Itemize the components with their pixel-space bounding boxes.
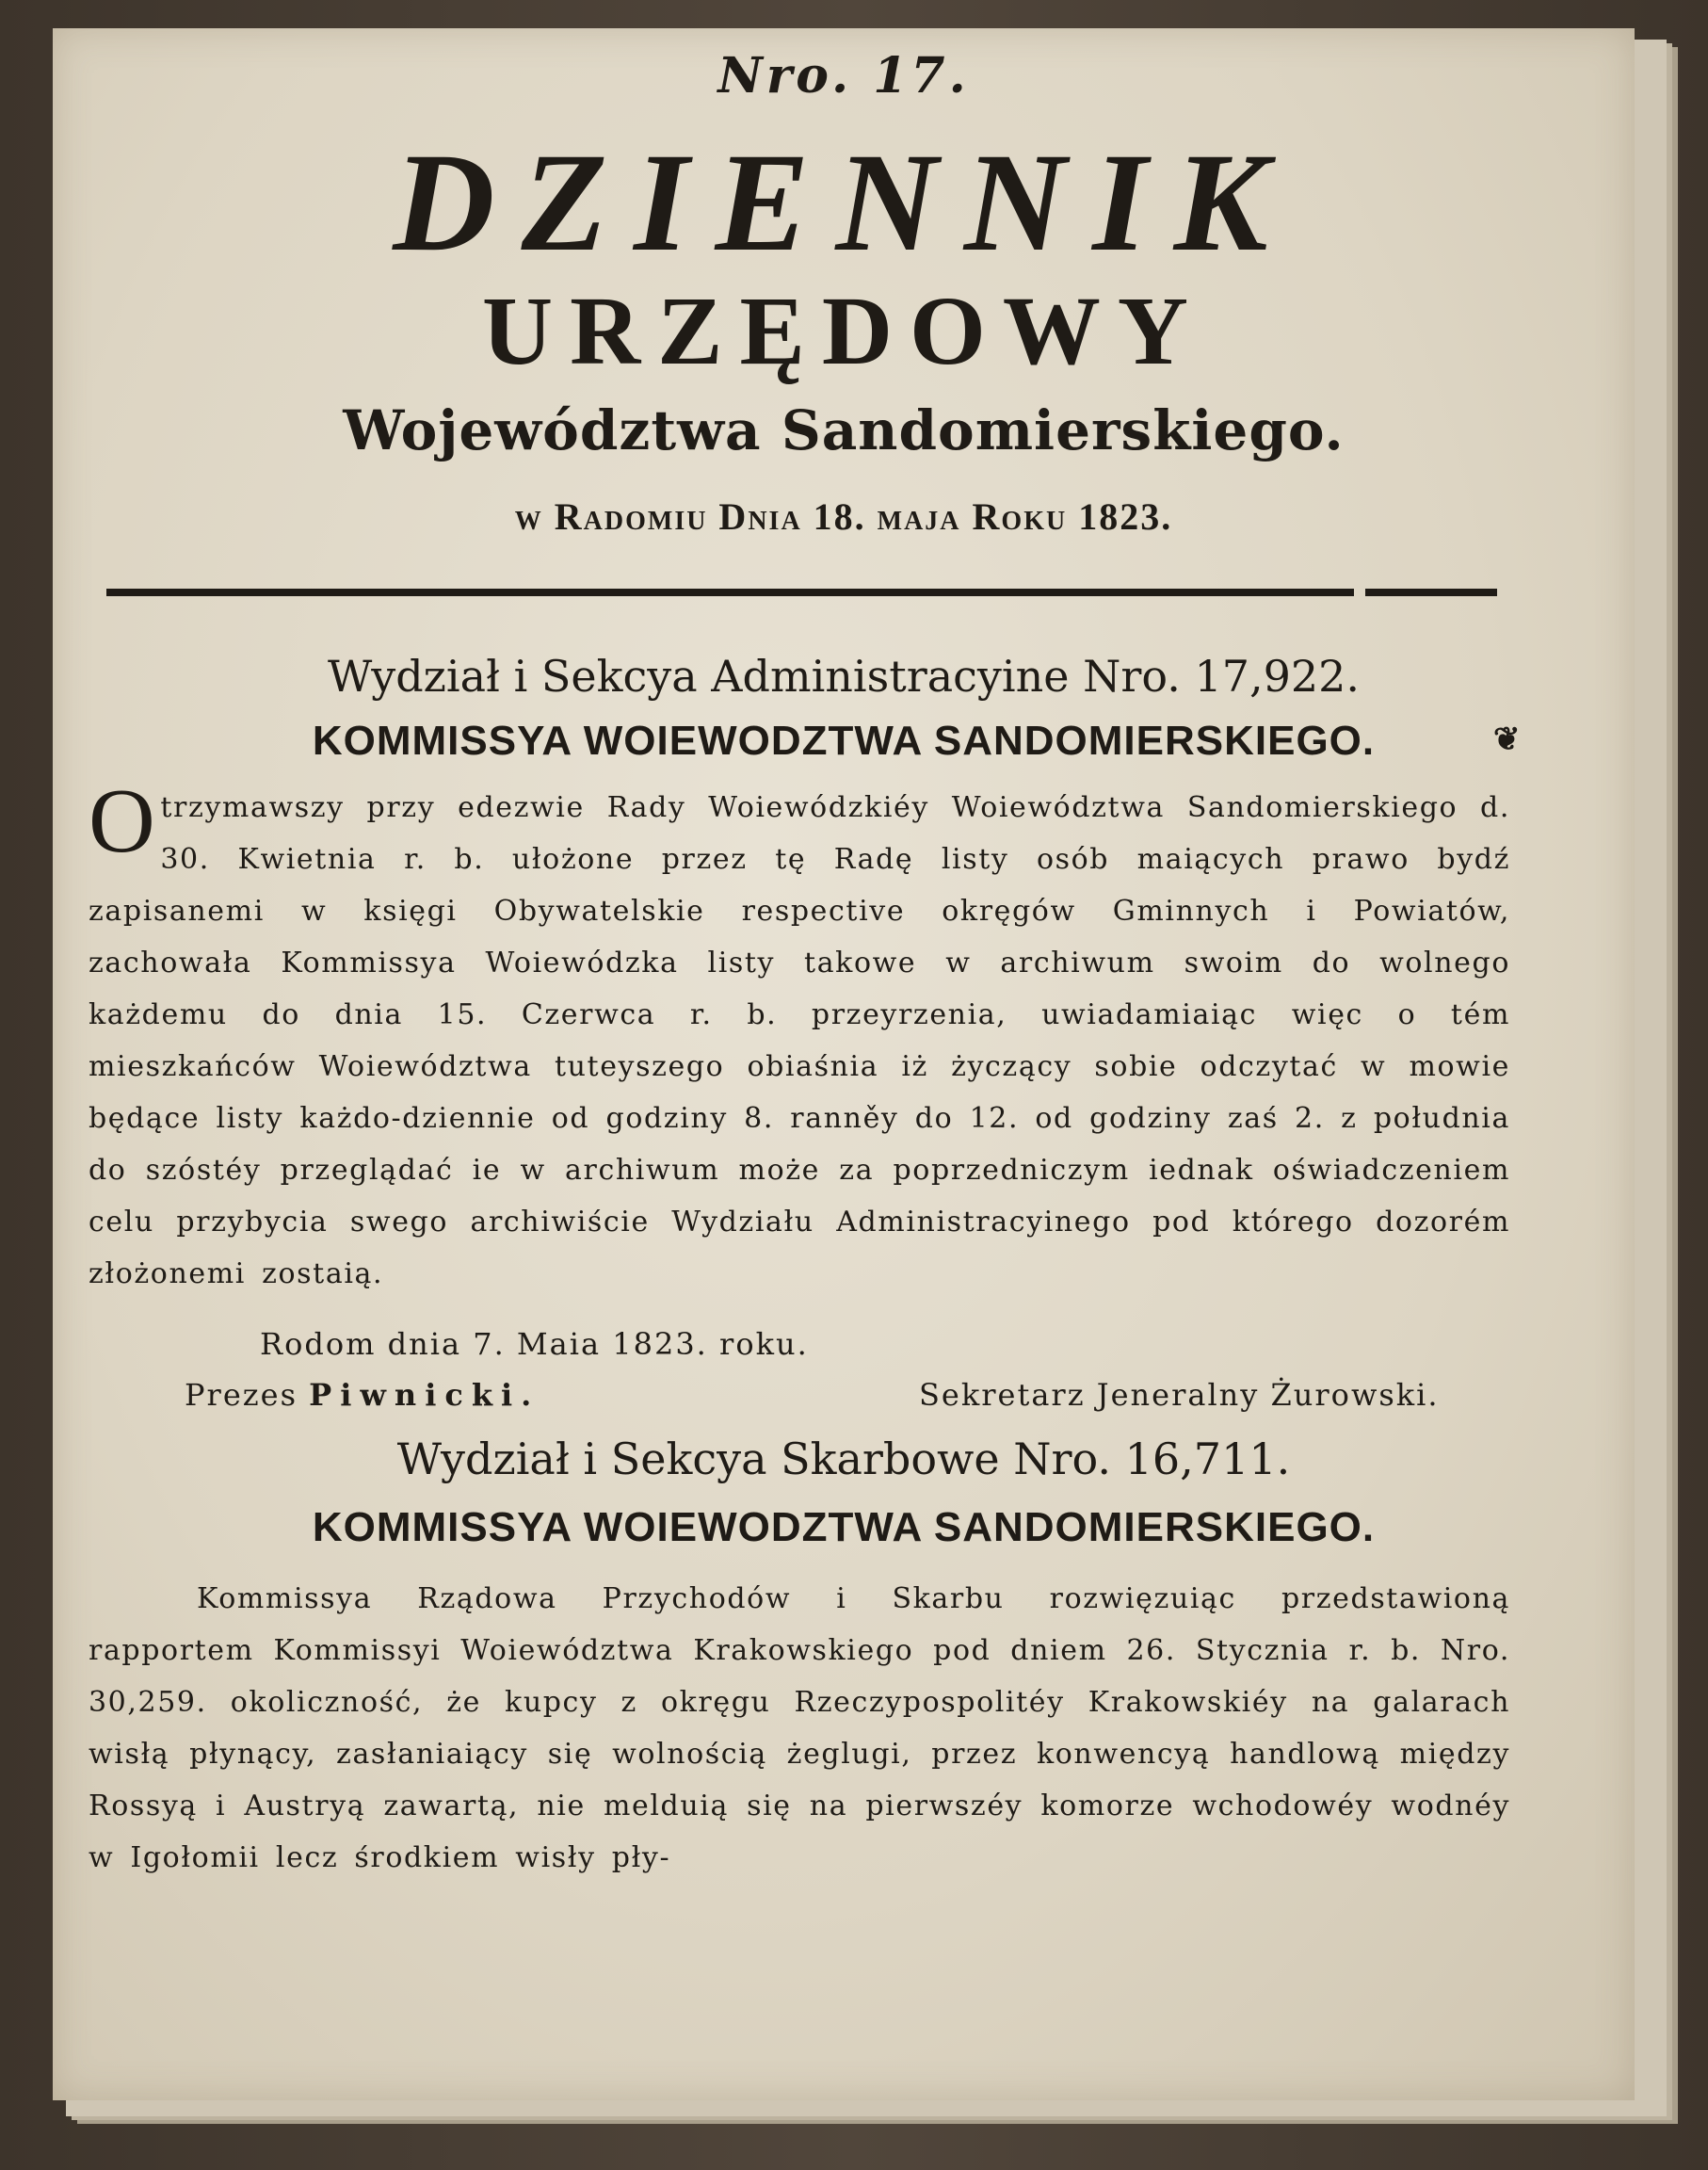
president-signature: [185, 1377, 540, 1413]
newspaper-page: [53, 28, 1635, 2100]
section-1-place-date: Rodom dnia 7. Maia 1823. roku.: [260, 1326, 809, 1362]
masthead-region: Województwa Sandomierskiego.: [343, 398, 1345, 462]
president-label: Prezes: [185, 1377, 298, 1413]
section-1-body-text: trzymawszy przy edezwie Rady Woiewódzkiéy Woiewództwa Sandomierskiego d. 30. Kwietnia r. b. ułożone przez tę Radę listy osób maiących prawo bydź zapisanemi w księgi Obywatelskie respective okręgów Gminnych i Powiatów, zachowała Kommissya Woiewódzka listy takowe w archiwum swoim do wolnego każdemu do dnia 15. Czerwca r. b. przeyrzenia, uwiadamiaiąc więc o tém mieszkańców Woiewództwa tuteyszego obiaśnia iż życzący sobie odczytać w mowie będące listy każdo-dziennie od godziny 8. ranněy do 12. od godziny zaś 2. z południa do szóstéy przeglądać ie w archiwum może za poprzedniczym iednak oświadczeniem celu przybycia swego archiwiście Wydziału Administracyinego pod którego dozorém złożonemi zostaią.: [89, 791, 1510, 1290]
section-1-body: [89, 770, 1510, 1300]
section-2-commission: KOMMISSYA WOIEWODZTWA SANDOMIERSKIEGO.: [312, 1504, 1376, 1550]
secretary-signature: Sekretarz Jeneralny Żurowski.: [919, 1377, 1440, 1413]
section-2-body: Kommissya Rządowa Przychodów i Skarbu rozwięzuiąc przedstawioną rapportem Kommissyi Woiewództwa Krakowskiego pod dniem 26. Stycznia r. b. Nro. 30,259. okoliczność, że kupcy z okręgu Rzeczypospolitéy Krakowskiéy na galarach wisłą płynący, zasłaniaiący się wolnością żeglugi, przez konwencyą handlową między Rossyą i Austryą zawartą, nie melduią się na pierwszéy komorze wchodowéy wodnéy w Igołomii lecz środkiem wisły pły-: [89, 1582, 1510, 1874]
drop-cap: O: [89, 770, 157, 872]
masthead-rule: [106, 589, 1354, 596]
masthead-rule-segment: [1365, 589, 1497, 596]
masthead-subtitle: URZĘDOWY: [481, 277, 1206, 385]
section-1-commission: KOMMISSYA WOIEWODZTWA SANDOMIERSKIEGO.: [312, 718, 1376, 764]
section-2-department: Wydział i Sekcya Skarbowe Nro. 16,711.: [396, 1433, 1291, 1484]
margin-mark: ❦: [1493, 721, 1521, 758]
issue-number: Nro. 17.: [717, 47, 970, 105]
masthead-title: DZIENNIK: [393, 124, 1295, 281]
masthead-dateline: w Radomiu Dnia 18. maja Roku 1823.: [514, 495, 1173, 538]
section-1-department: Wydział i Sekcya Administracyine Nro. 17,922.: [327, 651, 1361, 702]
president-name: Piwnicki.: [309, 1377, 540, 1413]
